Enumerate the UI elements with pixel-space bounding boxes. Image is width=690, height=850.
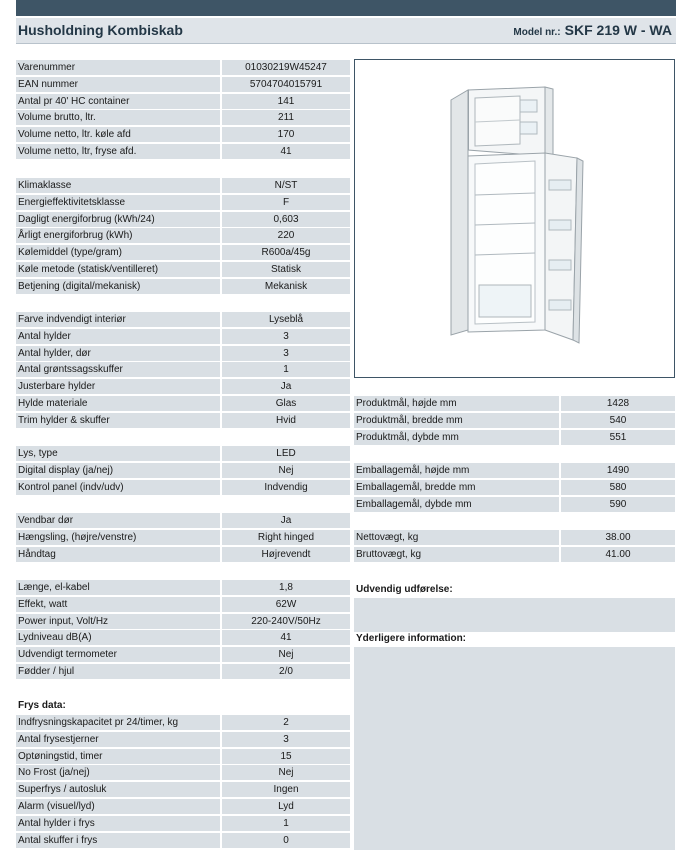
spec-row (16, 262, 350, 278)
spec-row (16, 379, 350, 395)
spec-label: Justerbare hylder (16, 379, 220, 394)
spec-row (16, 127, 350, 143)
spec-value: 1490 (561, 463, 675, 478)
spec-label: Alarm (visuel/lyd) (16, 799, 220, 814)
spec-row (16, 329, 350, 345)
spec-row (16, 94, 350, 110)
spec-label: Vendbar dør (16, 513, 220, 528)
spec-value: Hvid (222, 413, 350, 428)
spec-value: Statisk (222, 262, 350, 277)
spec-row (16, 60, 350, 76)
spec-label: Lys, type (16, 446, 220, 461)
spec-row (16, 195, 350, 211)
spec-label: Antal hylder, dør (16, 346, 220, 361)
spec-value: Nej (222, 463, 350, 478)
spec-row (16, 362, 350, 378)
spec-label: Varenummer (16, 60, 220, 75)
spec-value: 1 (222, 816, 350, 831)
spec-label: Køle metode (statisk/ventilleret) (16, 262, 220, 277)
spec-value: 220 (222, 228, 350, 243)
spec-row (354, 413, 675, 429)
spec-row (16, 346, 350, 362)
spec-row (16, 480, 350, 496)
spec-label: Lydniveau dB(A) (16, 630, 220, 645)
spec-value: 590 (561, 497, 675, 512)
spec-value: 15 (222, 749, 350, 764)
top-bar (16, 0, 676, 16)
spec-value: 38.00 (561, 530, 675, 545)
model-value: SKF 219 W - WA (564, 22, 672, 38)
yderligere-box (354, 647, 675, 850)
spec-row (16, 245, 350, 261)
spec-value: 141 (222, 94, 350, 109)
model-label: Model nr.: (513, 27, 561, 38)
spec-label: Bruttovægt, kg (354, 547, 559, 562)
spec-value: 0,603 (222, 212, 350, 227)
spec-value: 170 (222, 127, 350, 142)
spec-label: Antal frysestjerner (16, 732, 220, 747)
spec-label: Antal hylder i frys (16, 816, 220, 831)
spec-row (16, 212, 350, 228)
frys-data-heading: Frys data: (18, 700, 66, 711)
spec-value: Højrevendt (222, 547, 350, 562)
spec-label: Indfrysningskapacitet pr 24/timer, kg (16, 715, 220, 730)
spec-row (16, 597, 350, 613)
spec-value: 211 (222, 110, 350, 125)
spec-value: 540 (561, 413, 675, 428)
spec-label: Hylde materiale (16, 396, 220, 411)
spec-value: R600a/45g (222, 245, 350, 260)
spec-label: No Frost (ja/nej) (16, 765, 220, 780)
spec-label: Power input, Volt/Hz (16, 614, 220, 629)
spec-value: Glas (222, 396, 350, 411)
spec-value: Nej (222, 765, 350, 780)
spec-label: Emballagemål, bredde mm (354, 480, 559, 495)
spec-label: Antal pr 40' HC container (16, 94, 220, 109)
spec-label: Energieffektivitetsklasse (16, 195, 220, 210)
spec-row (16, 279, 350, 295)
spec-row (16, 396, 350, 412)
spec-row (16, 228, 350, 244)
fridge-image (355, 60, 674, 377)
spec-row (16, 110, 350, 126)
spec-row (16, 833, 350, 849)
spec-row (16, 749, 350, 765)
spec-value: 41 (222, 630, 350, 645)
spec-value: Ja (222, 379, 350, 394)
spec-value: Right hinged (222, 530, 350, 545)
spec-value: 5704704015791 (222, 77, 350, 92)
spec-label: EAN nummer (16, 77, 220, 92)
spec-label: Håndtag (16, 547, 220, 562)
product-image (354, 59, 675, 378)
udvendig-box (354, 598, 675, 632)
spec-row (354, 463, 675, 479)
spec-row (16, 630, 350, 646)
spec-row (16, 446, 350, 462)
spec-value: 62W (222, 597, 350, 612)
spec-value: 41 (222, 144, 350, 159)
spec-value: 3 (222, 329, 350, 344)
spec-row (16, 614, 350, 630)
spec-value: Lyseblå (222, 312, 350, 327)
spec-value: 580 (561, 480, 675, 495)
spec-value: 551 (561, 430, 675, 445)
header (16, 18, 676, 44)
spec-row (16, 178, 350, 194)
spec-label: Dagligt energiforbrug (kWh/24) (16, 212, 220, 227)
spec-label: Klimaklasse (16, 178, 220, 193)
spec-value: 220-240V/50Hz (222, 614, 350, 629)
spec-label: Effekt, watt (16, 597, 220, 612)
spec-label: Produktmål, dybde mm (354, 430, 559, 445)
spec-row (16, 312, 350, 328)
spec-row (16, 580, 350, 596)
spec-label: Længe, el-kabel (16, 580, 220, 595)
spec-label: Antal skuffer i frys (16, 833, 220, 848)
spec-label: Fødder / hjul (16, 664, 220, 679)
spec-label: Antal grøntssagsskuffer (16, 362, 220, 377)
spec-label: Antal hylder (16, 329, 220, 344)
spec-row (16, 530, 350, 546)
spec-row (354, 430, 675, 446)
spec-row (354, 547, 675, 563)
spec-row (16, 782, 350, 798)
spec-label: Udvendigt termometer (16, 647, 220, 662)
spec-label: Kølemiddel (type/gram) (16, 245, 220, 260)
spec-label: Optøningstid, timer (16, 749, 220, 764)
yderligere-heading: Yderligere information: (356, 633, 467, 644)
spec-row (16, 413, 350, 429)
spec-value: 01030219W45247 (222, 60, 350, 75)
spec-label: Årligt energiforbrug (kWh) (16, 228, 220, 243)
spec-row (16, 463, 350, 479)
spec-label: Digital display (ja/nej) (16, 463, 220, 478)
spec-label: Farve indvendigt interiør (16, 312, 220, 327)
spec-row (354, 480, 675, 496)
spec-row (16, 799, 350, 815)
spec-row (16, 144, 350, 160)
spec-label: Emballagemål, dybde mm (354, 497, 559, 512)
spec-label: Hængsling, (højre/venstre) (16, 530, 220, 545)
spec-value: 1 (222, 362, 350, 377)
spec-value: Lyd (222, 799, 350, 814)
spec-label: Kontrol panel (indv/udv) (16, 480, 220, 495)
udvendig-heading: Udvendig udførelse: (356, 584, 453, 595)
spec-row (16, 664, 350, 680)
spec-value: 1,8 (222, 580, 350, 595)
spec-label: Trim hylder & skuffer (16, 413, 220, 428)
spec-value: 0 (222, 833, 350, 848)
spec-row (16, 513, 350, 529)
spec-row (16, 547, 350, 563)
page-title: Husholdning Kombiskab (18, 22, 183, 38)
spec-label: Superfrys / autosluk (16, 782, 220, 797)
spec-row (16, 647, 350, 663)
spec-value: Nej (222, 647, 350, 662)
spec-value: N/ST (222, 178, 350, 193)
spec-value: 2/0 (222, 664, 350, 679)
spec-label: Nettovægt, kg (354, 530, 559, 545)
spec-value: LED (222, 446, 350, 461)
spec-row (16, 732, 350, 748)
spec-value: Mekanisk (222, 279, 350, 294)
spec-row (354, 530, 675, 546)
spec-value: Indvendig (222, 480, 350, 495)
spec-row (354, 497, 675, 513)
spec-value: F (222, 195, 350, 210)
spec-label: Produktmål, højde mm (354, 396, 559, 411)
spec-label: Emballagemål, højde mm (354, 463, 559, 478)
spec-row (16, 77, 350, 93)
spec-value: 1428 (561, 396, 675, 411)
spec-value: Ja (222, 513, 350, 528)
spec-value: Ingen (222, 782, 350, 797)
spec-label: Betjening (digital/mekanisk) (16, 279, 220, 294)
spec-row (16, 816, 350, 832)
model-number (513, 22, 672, 38)
spec-label: Volume brutto, ltr. (16, 110, 220, 125)
spec-value: 3 (222, 732, 350, 747)
spec-row (16, 715, 350, 731)
spec-value: 3 (222, 346, 350, 361)
spec-value: 41.00 (561, 547, 675, 562)
spec-label: Volume netto, ltr. køle afd (16, 127, 220, 142)
spec-label: Volume netto, ltr, fryse afd. (16, 144, 220, 159)
spec-row (354, 396, 675, 412)
spec-label: Produktmål, bredde mm (354, 413, 559, 428)
spec-row (16, 765, 350, 781)
spec-value: 2 (222, 715, 350, 730)
